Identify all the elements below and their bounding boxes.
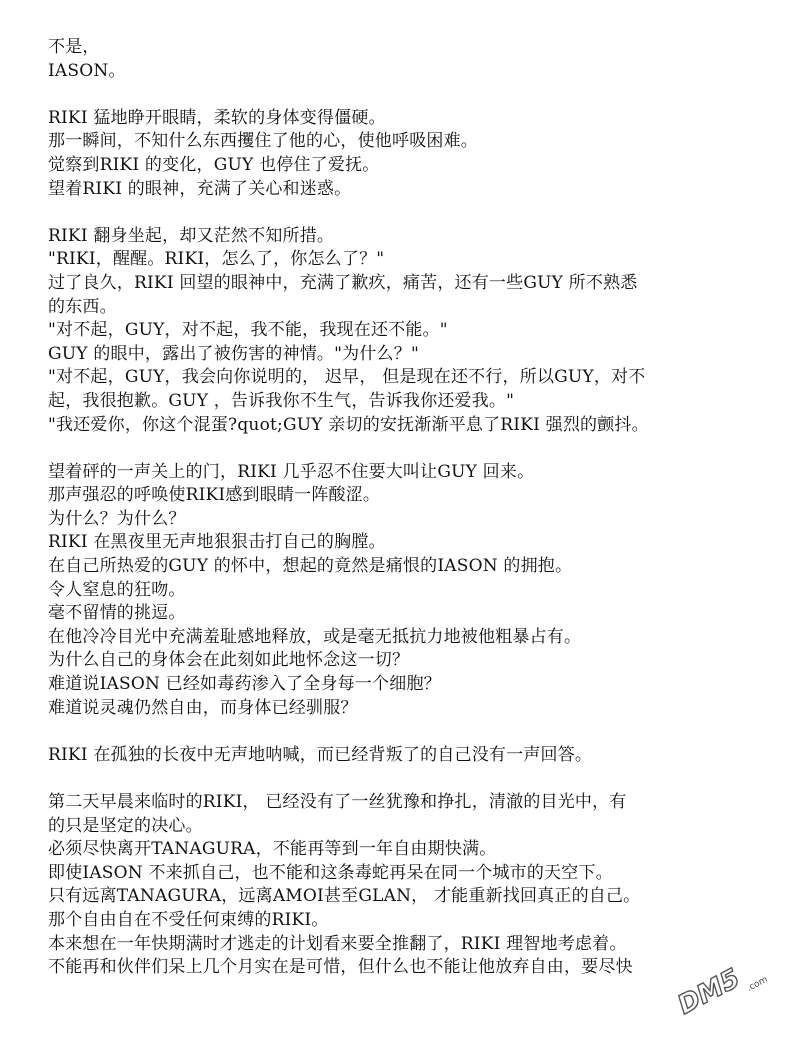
text-line: IASON。: [48, 60, 126, 81]
text-line: 难道说IASON 已经如毒药渗入了全身每一个细胞？: [48, 674, 441, 695]
text-line: 必须尽快离开TANAGURA，不能再等到一年自由期快满。: [48, 839, 497, 860]
text-line: 望着砰的一声关上的门，RIKI 几乎忍不住要大叫让GUY 回来。: [48, 461, 535, 482]
watermark-subtext: .com: [745, 974, 770, 995]
text-line: 的只是坚定的决心。: [48, 815, 203, 836]
text-line: 起，我很抱歉。GUY ，告诉我你不生气，告诉我你还爱我。": [48, 390, 515, 411]
text-line: 在自己所热爱的GUY 的怀中，想起的竟然是痛恨的IASON 的拥抱。: [48, 556, 573, 577]
text-line: RIKI 在孤独的长夜中无声地呐喊，而已经背叛了的自己没有一声回答。: [48, 744, 593, 765]
text-line: RIKI 在黑夜里无声地狠狠击打自己的胸膛。: [48, 532, 386, 553]
text-line: 过了良久，RIKI 回望的眼神中，充满了歉疚，痛苦，还有一些GUY 所不熟悉: [48, 272, 638, 293]
text-line: 不能再和伙伴们呆上几个月实在是可惜，但什么也不能让他放弃自由，要尽快: [48, 957, 633, 978]
text-line: 难道说灵魂仍然自由，而身体已经驯服？: [48, 697, 358, 718]
text-line: "我还爱你，你这个混蛋?quot;GUY 亲切的安抚渐渐平息了RIKI 强烈的颤抖。: [48, 414, 649, 435]
text-line: GUY 的眼中，露出了被伤害的神情。"为什么？": [48, 343, 419, 364]
text-line: "对不起，GUY，对不起，我不能，我现在还不能。": [48, 320, 448, 341]
text-line: RIKI 翻身坐起，却又茫然不知所措。: [48, 225, 335, 246]
blank-line: [48, 720, 792, 744]
watermark-text: DM5: [673, 963, 746, 1021]
text-line: "RIKI，醒醒。RIKI，怎么了，你怎么了？": [48, 249, 385, 270]
text-line: 那个自由自在不受任何束缚的RIKI。: [48, 909, 329, 930]
blank-line: [48, 201, 792, 225]
text-line: 毫不留情的挑逗。: [48, 603, 186, 624]
blank-line: [48, 437, 792, 461]
text-line: 为什么？为什么？: [48, 508, 186, 529]
text-line: 那声强忍的呼唤使RIKI感到眼睛一阵酸涩。: [48, 485, 381, 506]
text-line: 那一瞬间，不知什么东西攫住了他的心，使他呼吸困难。: [48, 131, 478, 152]
text-line: 觉察到RIKI 的变化，GUY 也停住了爱抚。: [48, 154, 380, 175]
text-line: 令人窒息的狂吻。: [48, 579, 186, 600]
text-line: RIKI 猛地睁开眼睛，柔软的身体变得僵硬。: [48, 107, 386, 128]
text-line: 望着RIKI 的眼神，充满了关心和迷惑。: [48, 178, 352, 199]
text-line: 即使IASON 不来抓自己，也不能和这条毒蛇再呆在同一个城市的天空下。: [48, 862, 613, 883]
document-page: [48, 36, 792, 980]
blank-line: [48, 83, 792, 107]
text-line: 第二天早晨来临时的RIKI， 已经没有了一丝犹豫和挣扎，清澈的目光中，有: [48, 792, 627, 812]
text-line: 在他冷冷目光中充满羞耻感地释放，或是毫无抵抗力地被他粗暴占有。: [48, 626, 582, 647]
text-line: 只有远离TANAGURA，远离AMOI甚至GLAN， 才能重新找回真正的自己。: [48, 886, 641, 907]
text-line: 本来想在一年快期满时才逃走的计划看来要全推翻了，RIKI 理智地考虑着。: [48, 933, 627, 954]
text-line: 为什么自己的身体会在此刻如此地怀念这一切？: [48, 650, 410, 671]
text-line: 的东西。: [48, 296, 117, 317]
text-line: "对不起，GUY，我会向你说明的， 迟早， 但是现在还不行，所以GUY，对不: [48, 367, 646, 388]
text-body: [48, 36, 792, 980]
text-line: 不是，: [48, 37, 100, 57]
blank-line: [48, 767, 792, 791]
